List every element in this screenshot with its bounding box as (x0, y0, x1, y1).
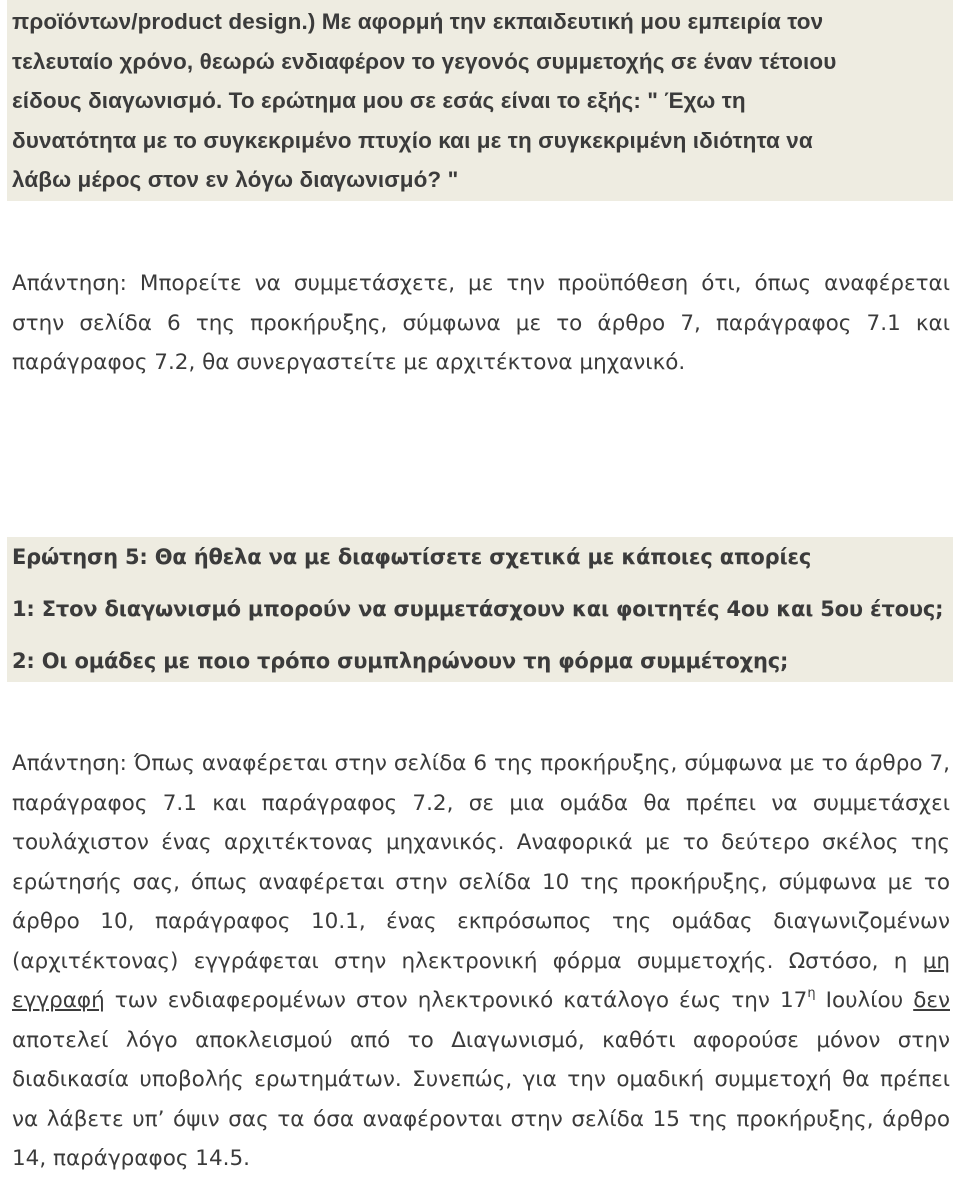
question-4-line: λάβω μέρος στον εν λόγω διαγωνισμό? " (12, 167, 459, 192)
answer-4 (12, 264, 950, 383)
answer-4-text: Απάντηση: Μπορείτε να συμμετάσχετε, με την προϋπόθεση ότι, όπως αναφέρεται στην σελίδα 6 της προκήρυξης, σύμφωνα με το άρθρο 7, παράγραφος 7.1 και παράγραφος 7.2, θα συνεργαστείτε με αρχιτέκτονα μηχανικό. (12, 271, 950, 375)
underlined-word: δεν (913, 988, 950, 1013)
question-4-text (12, 2, 950, 200)
answer-5-text: αποτελεί λόγο αποκλεισμού από το Διαγωνισμό, καθότι αφορούσε μόνον στην διαδικασία υποβολής ερωτημάτων. Συνεπώς, για την ομαδική συμμετοχή θα πρέπει να λάβετε υπ’ όψιν σας τα όσα αναφέρονται στην σελίδα 15 της προκήρυξης, άρθρο 14, παράγραφος 14.5. (12, 1027, 950, 1171)
question-5-text (12, 531, 950, 687)
answer-5-text: Ιουλίου (815, 988, 914, 1013)
question-4-line: είδους διαγωνισμό. Το ερώτημα μου σε εσάς είναι το εξής: " Έχω τη (12, 88, 746, 113)
answer-5 (12, 744, 950, 1179)
question-5-item: 2: Οι ομάδες με ποιο τρόπο συμπληρώνουν τη φόρμα συμμέτοχης; (12, 649, 789, 673)
answer-5-text: των ενδιαφερομένων στον ηλεκτρονικό κατάλογο έως την 17 (104, 988, 808, 1013)
underlined-phrase: μη εγγραφή (12, 948, 950, 1013)
question-5-item: 1: Στον διαγωνισμό μπορούν να συμμετάσχουν και φοιτητές 4ου και 5ου έτους; (12, 597, 944, 621)
question-4-line: δυνατότητα με το συγκεκριμένο πτυχίο και με τη συγκεκριμένη ιδιότητα να (12, 127, 813, 153)
question-4-line: προϊόντων/product design.) Με αφορμή την εκπαιδευτική μου εμπειρία τον (12, 9, 824, 34)
answer-5-text: Απάντηση: Όπως αναφέρεται στην σελίδα 6 της προκήρυξης, σύμφωνα με το άρθρο 7, παράγραφος 7.1 και παράγραφος 7.2, σε μια ομάδα θα πρέπει να συμμετάσχει τουλάχιστον ένας αρχιτέκτονας μηχανικός. Αναφορικά με το δεύτερο σκέλος της ερώτησής σας, όπως αναφέρεται στην σελίδα 10 της προκήρυξης, σύμφωνα με το άρθρο 10, παράγραφος 10.1, ένας εκπρόσωπος της ομάδας διαγωνιζομένων (αρχιτέκτονας) εγγράφεται στην ηλεκτρονική φόρμα συμμετοχής. Ωστόσο, η (12, 751, 950, 974)
question-4-line: τελευταίο χρόνο, θεωρώ ενδιαφέρον το γεγονός συμμετοχής σε έναν τέτοιου (12, 48, 837, 74)
ordinal-superscript: η (807, 986, 816, 1001)
question-5-heading: Ερώτηση 5: Θα ήθελα να με διαφωτίσετε σχετικά με κάποιες απορίες (12, 545, 812, 569)
